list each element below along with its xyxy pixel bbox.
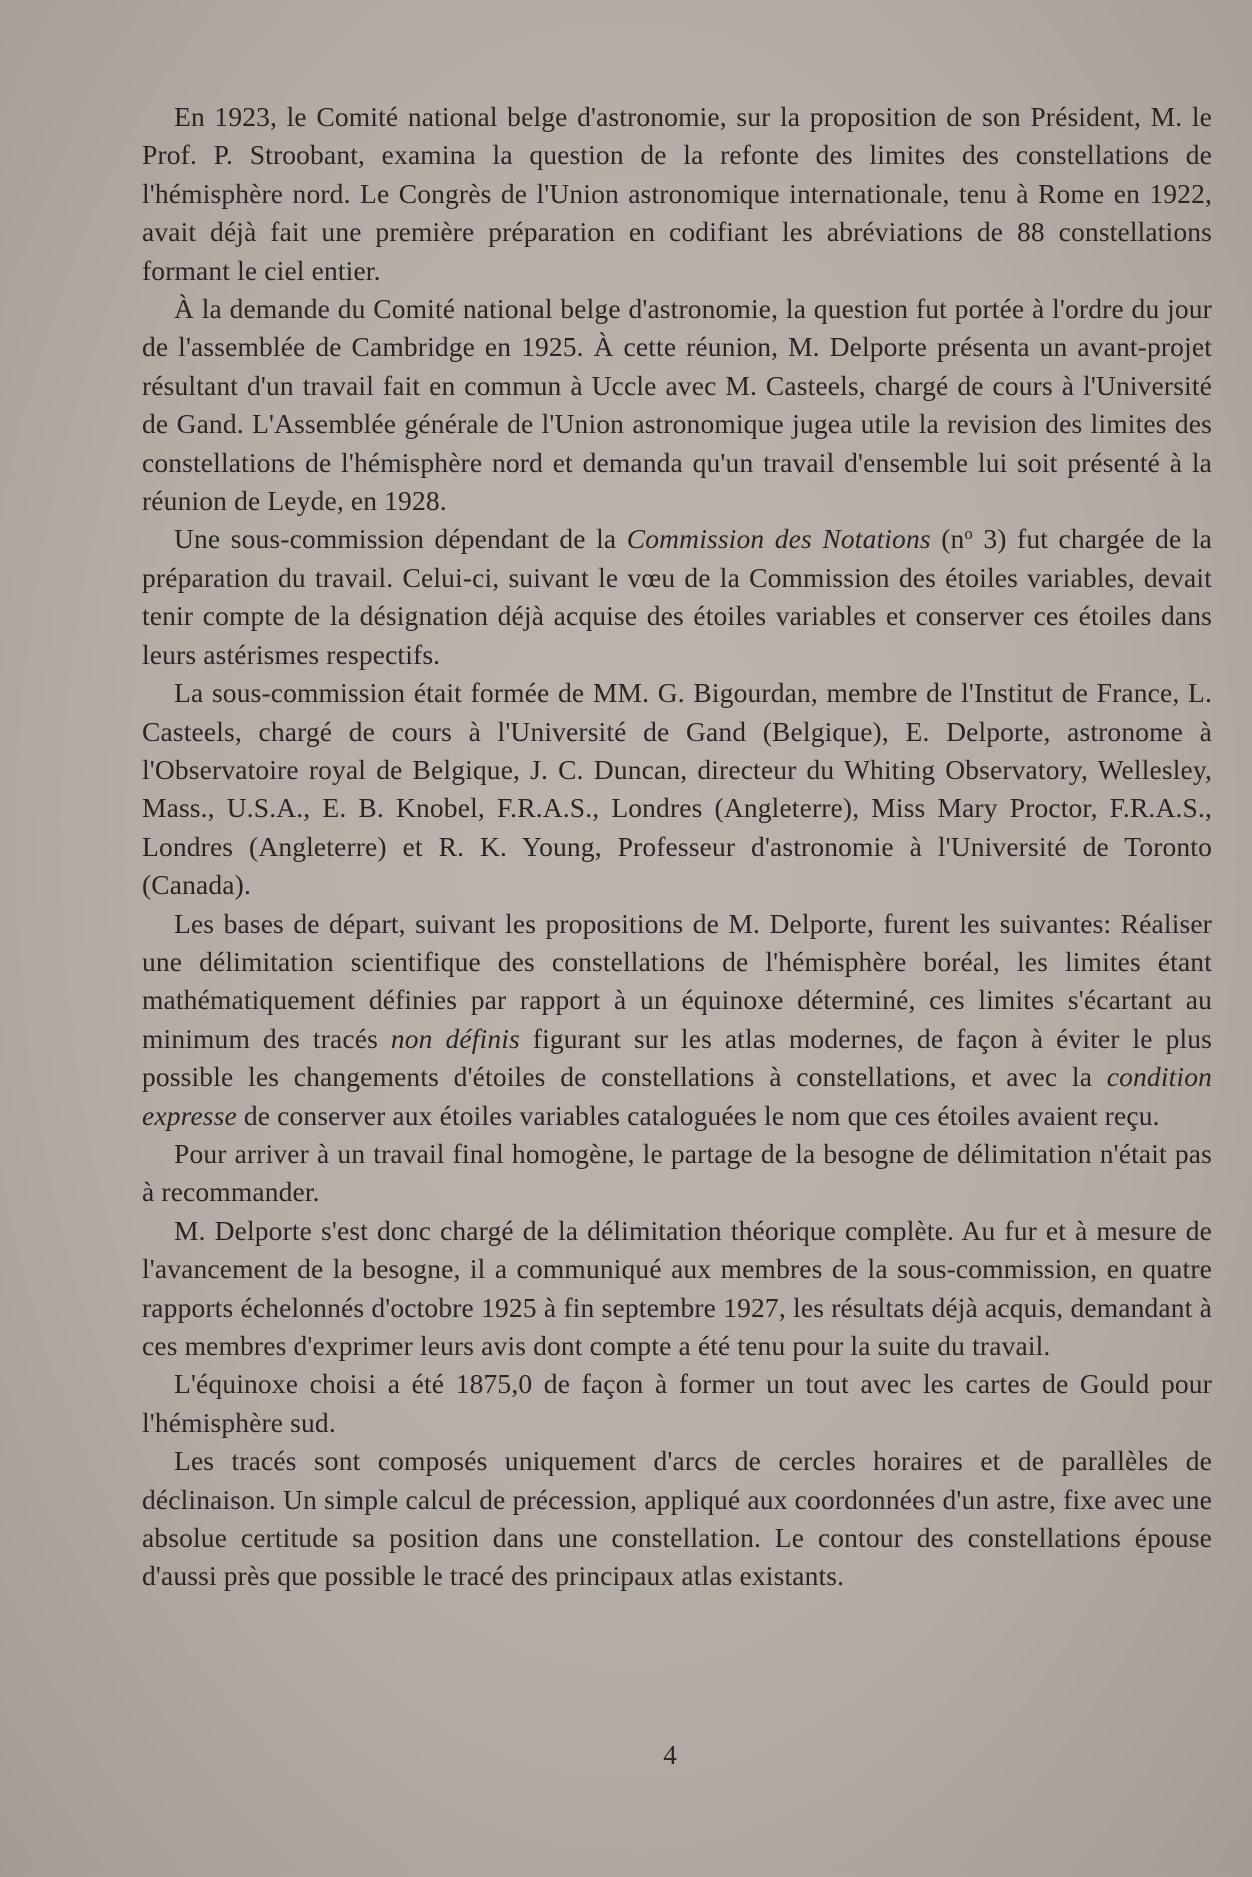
paragraph [142,1135,1212,1212]
paragraph [142,520,1212,674]
text-run: Pour arriver à un travail final homogène, le partage de la besogne de délimitation n'était pas à recommander. [142,1137,1212,1208]
paragraph [142,905,1212,1135]
text-run: 3) fut chargée de la préparation du travail. Celui-ci, suivant le vœu de la Commission des étoiles variables, devait tenir compte de la désignation déjà acquise des étoiles variables et conserver ces étoiles dans leurs astérismes respectifs. [142,523,1212,670]
paragraph [142,1365,1212,1442]
text-run: La sous-commission était formée de MM. G. Bigourdan, membre de l'Institut de France, L. Casteels, chargé de cours à l'Université de Gand (Belgique), E. Delporte, astronome à l'Observatoire royal de Belgique, J. C. Duncan, directeur du Whiting Observatory, Wellesley, Mass., U.S.A., E. B. Knobel, F.R.A.S., Londres (Angleterre), Miss Mary Proctor, F.R.A.S., Londres (Angleterre) et R. K. Young, Professeur d'astronomie à l'Université de Toronto (Canada). [142,677,1212,901]
paragraph [142,98,1212,290]
text-run: figurant sur les atlas modernes, de façon à éviter le plus possible les changements d'étoiles de constellations à constellations, et avec la [142,1022,1213,1093]
paragraph [142,1442,1212,1596]
text-run: À la demande du Comité national belge d'astronomie, la question fut portée à l'ordre du jour de l'assemblée de Cambridge en 1925. À cette réunion, M. Delporte présenta un avant-projet résultant d'un travail fait en commun à Uccle avec M. Casteels, chargé de cours à l'Université de Gand. L'Assemblée générale de l'Union astronomique jugea utile la revision des limites des constellations de l'hémisphère nord et demanda qu'un travail d'ensemble lui soit présenté à la réunion de Leyde, en 1928. [142,293,1212,517]
text-run: Une sous-commission dépendant de la [174,523,627,555]
page-number: 4 [663,1740,677,1770]
paragraph [142,674,1212,904]
text-run: (n [930,523,965,555]
text-run: Les bases de départ, suivant les propositions de M. Delporte, furent les suivantes: Réaliser une délimitation scientifique des constellations de l'hémisphère boréal, les limites étant mathématiquement définies par rapport à un équinoxe déterminé, ces limites s'écartant au minimum des tracés [142,907,1212,1054]
text-run: Les tracés sont composés uniquement d'arcs de cercles horaires et de parallèles de déclinaison. Un simple calcul de précession, appliqué aux coordonnées d'un astre, fixe avec une absolue certitude sa position dans une constellation. Le contour des constellations épouse d'aussi près que possible le tracé des principaux atlas existants. [142,1445,1212,1592]
italic-text: condition expresse [142,1061,1212,1131]
italic-text: non définis [390,1022,520,1054]
italic-text: Commission des Notations [626,523,931,555]
body-text [142,98,1212,1596]
paragraph [142,1212,1212,1366]
paragraph [142,290,1212,520]
text-run: M. Delporte s'est donc chargé de la délimitation théorique complète. Au fur et à mesure de l'avancement de la besogne, il a communiqué aux membres de la sous-commission, en quatre rapports échelonnés d'octobre 1925 à fin septembre 1927, les résultats déjà acquis, demandant à ces membres d'exprimer leurs avis dont compte a été tenu pour la suite du travail. [142,1214,1212,1361]
text-run: L'équinoxe choisi a été 1875,0 de façon à former un tout avec les cartes de Gould pour l'hémisphère sud. [142,1368,1212,1438]
text-run: de conserver aux étoiles variables cataloguées le nom que ces étoiles avaient reçu. [236,1099,1160,1131]
superscript-text: o [964,524,973,544]
text-run: En 1923, le Comité national belge d'astronomie, sur la proposition de son Président, M. le Prof. P. Stroobant, examina la question de la refonte des limites des constellations de l'hémisphère nord. Le Congrès de l'Union astronomique internationale, tenu à Rome en 1922, avait déjà fait une première préparation en codifiant les abréviations de 88 constellations formant le ciel entier. [142,101,1212,286]
